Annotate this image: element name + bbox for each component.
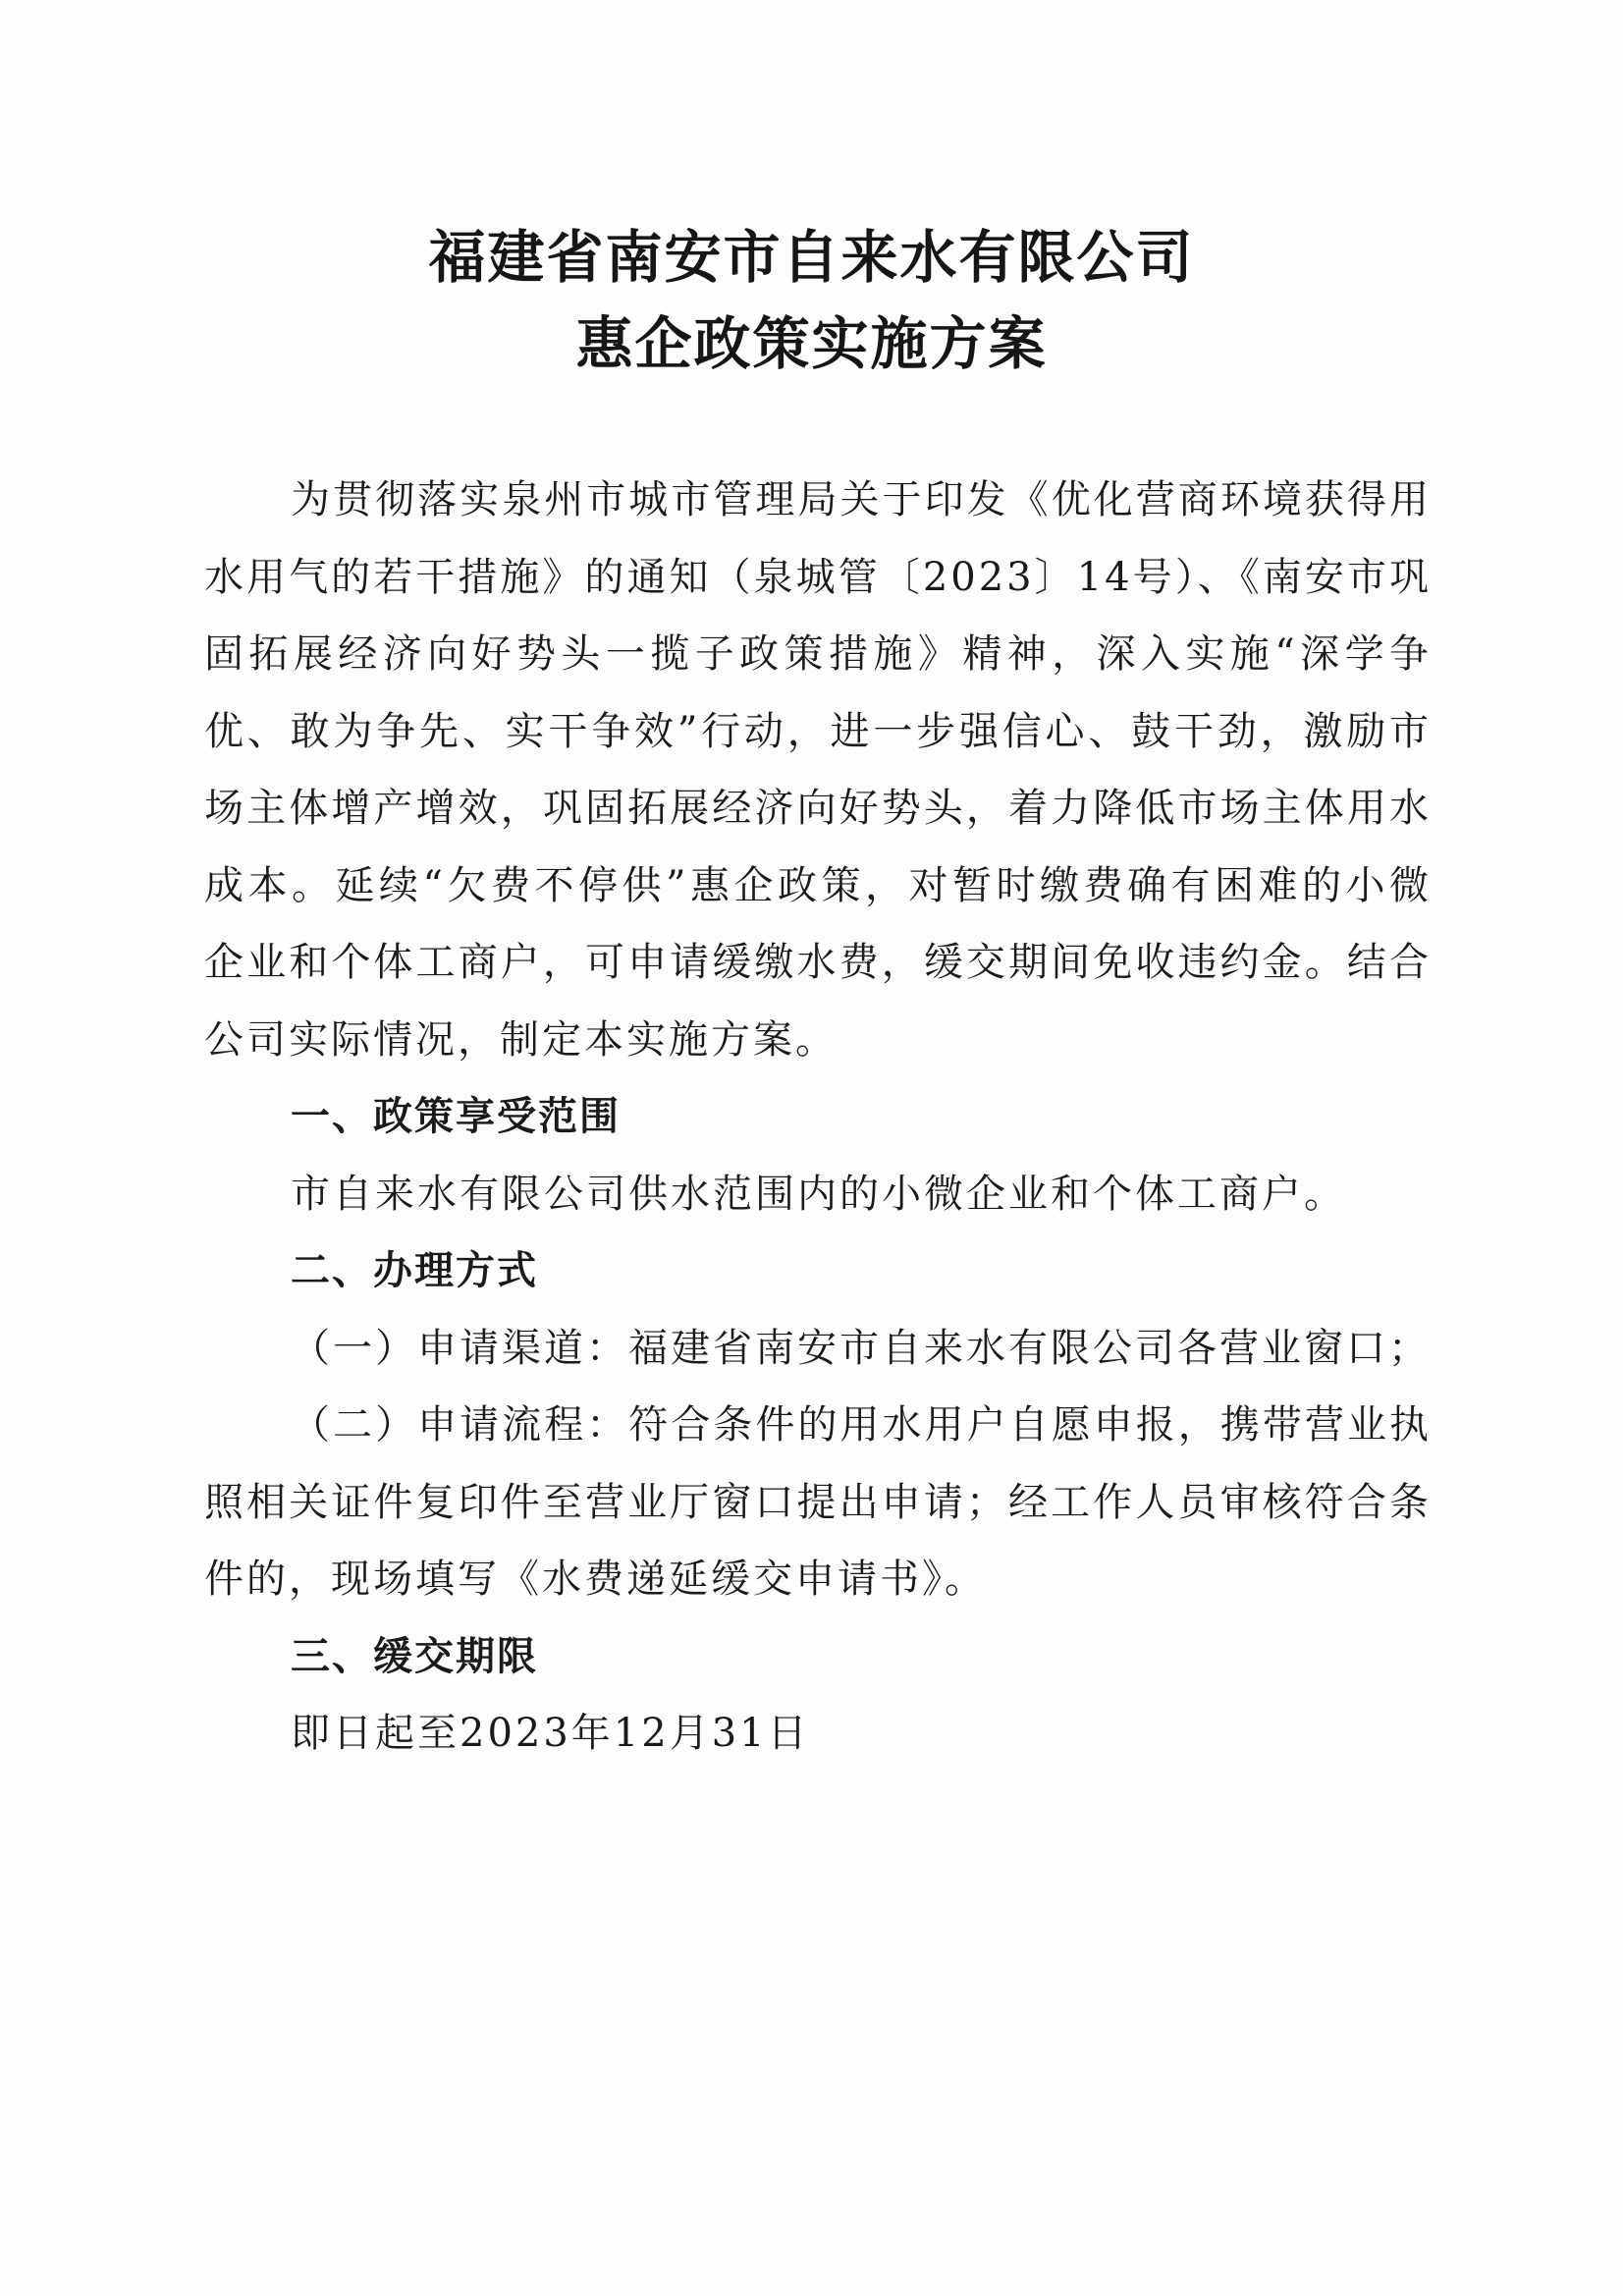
section-2-item-1: （一）申请渠道：福建省南安市自来水有限公司各营业窗口； [291, 1325, 1431, 1371]
section-1-heading: 一、政策享受范围 [291, 1094, 621, 1139]
section-3-text: 即日起至2023年12月31日 [291, 1711, 810, 1756]
section-2-heading: 二、办理方式 [291, 1248, 538, 1293]
section-2-item-2: （二）申请流程：符合条件的用水用户自愿申报，携带营业执照相关证件复印件至营业厅窗口提出申请；经工作人员审核符合条件的，现场填写《水费递延缓交申请书》。 [204, 1402, 1432, 1602]
title-line-1: 福建省南安市自来水有限公司 [428, 224, 1195, 291]
document-body [204, 462, 1432, 1773]
intro-paragraph: 为贯彻落实泉州市城市管理局关于印发《优化营商环境获得用水用气的若干措施》的通知（泉城管〔2023〕14号）、《南安市巩固拓展经济向好势头一揽子政策措施》精神，深入实施“深学争优、敢为争先、实干争效”行动，进一步强信心、鼓干劲，激励市场主体增产增效，巩固拓展经济向好势头，着力降低市场主体用水成本。延续“欠费不停供”惠企政策，对暂时缴费确有困难的小微企业和个体工商户，可申请缓缴水费，缓交期间免收违约金。结合公司实际情况，制定本实施方案。 [204, 477, 1432, 1063]
title-line-2: 惠企政策实施方案 [575, 310, 1048, 377]
document-title [0, 214, 1623, 387]
section-1-text: 市自来水有限公司供水范围内的小微企业和个体工商户。 [291, 1171, 1346, 1217]
section-3-heading: 三、缓交期限 [291, 1633, 538, 1679]
